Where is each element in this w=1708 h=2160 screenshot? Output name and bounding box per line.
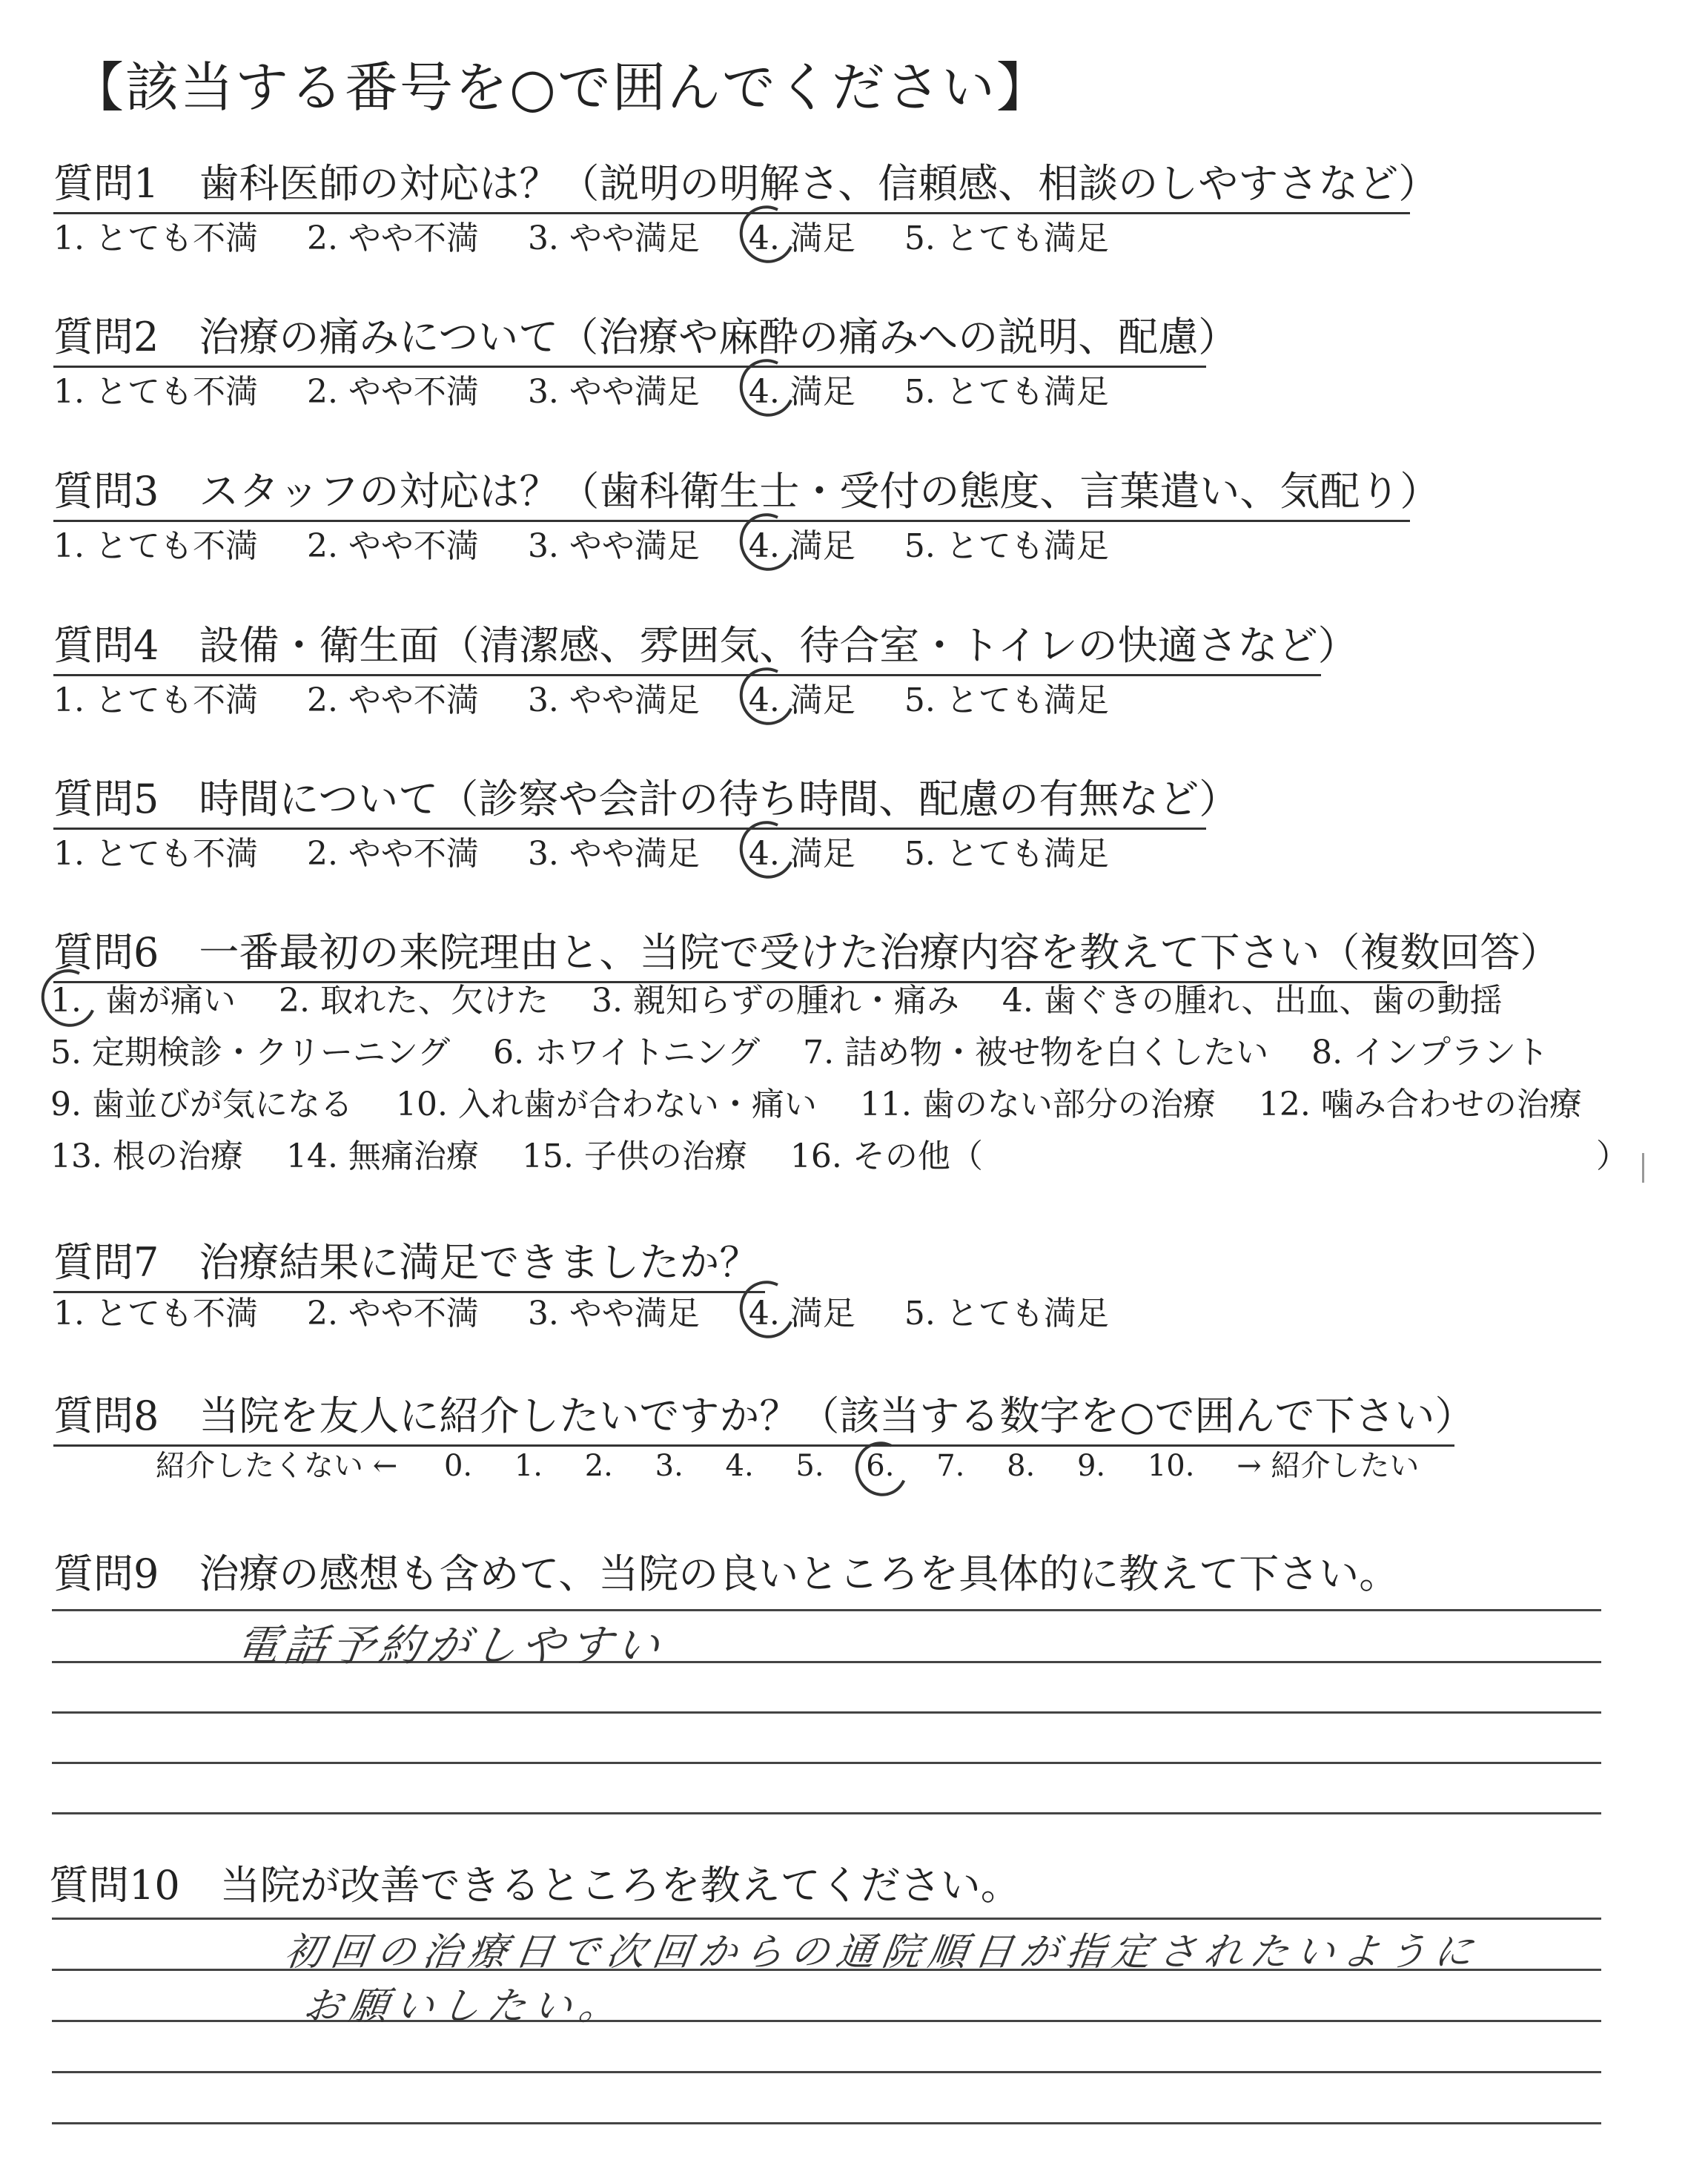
option-2[interactable]: 2. やや不満 bbox=[306, 835, 479, 873]
answer-line bbox=[52, 2020, 1601, 2022]
q6-option-15[interactable]: 15. 子供の治療 bbox=[521, 1137, 747, 1175]
answer-line bbox=[52, 1762, 1601, 1764]
q6-option-1-label: 歯が痛い bbox=[105, 982, 236, 1020]
question-3-title: 質問3 スタッフの対応は？（歯科衛生士・受付の態度、言葉遣い、気配り） bbox=[53, 460, 1410, 522]
scale-left-label: 紹介したくない ← bbox=[156, 1449, 398, 1483]
question-1-title: 質問1 歯科医師の対応は？（説明の明解さ、信頼感、相談のしやすさなど） bbox=[53, 152, 1410, 214]
option-5[interactable]: 5. とても満足 bbox=[904, 527, 1109, 565]
scale-1[interactable]: 1. bbox=[514, 1449, 543, 1483]
question-5-options bbox=[53, 827, 1148, 874]
scale-3[interactable]: 3. bbox=[655, 1449, 683, 1483]
q10-handwritten-answer-line-2[interactable]: お願いしたい。 bbox=[300, 1984, 629, 2029]
question-4-options bbox=[53, 673, 1148, 721]
scale-0[interactable]: 0. bbox=[443, 1449, 473, 1483]
question-7-options bbox=[53, 1287, 1148, 1334]
option-4-selected[interactable]: 4. 満足 bbox=[748, 219, 855, 257]
option-5[interactable]: 5. とても満足 bbox=[904, 1295, 1109, 1332]
option-1[interactable]: 1. とても不満 bbox=[53, 681, 258, 719]
question-4-title: 質問4 設備・衛生面（清潔感、雰囲気、待合室・トイレの快適さなど） bbox=[53, 614, 1321, 676]
option-4-selected[interactable]: 4. 満足 bbox=[748, 681, 855, 719]
scale-8[interactable]: 8. bbox=[1007, 1449, 1036, 1483]
q9-handwritten-answer[interactable]: 電話予約がしやすい bbox=[233, 1620, 668, 1671]
answer-line bbox=[52, 2122, 1601, 2124]
q6-option-5[interactable]: 5. 定期検診・クリーニング bbox=[50, 1034, 451, 1071]
scale-7[interactable]: 7. bbox=[936, 1449, 965, 1483]
option-2[interactable]: 2. やや不満 bbox=[306, 219, 479, 257]
question-3-options bbox=[53, 519, 1148, 567]
question-2-options bbox=[53, 365, 1148, 412]
q6-row-1 bbox=[50, 975, 1615, 1027]
option-5[interactable]: 5. とても満足 bbox=[904, 835, 1109, 873]
scale-4[interactable]: 4. bbox=[725, 1449, 754, 1483]
q6-row-2 bbox=[50, 1027, 1615, 1079]
option-4-selected[interactable]: 4. 満足 bbox=[748, 1295, 855, 1332]
question-2-title: 質問2 治療の痛みについて（治療や麻酔の痛みへの説明、配慮） bbox=[53, 305, 1206, 368]
option-3[interactable]: 3. やや満足 bbox=[527, 219, 700, 257]
answer-line bbox=[52, 1812, 1601, 1814]
option-5[interactable]: 5. とても満足 bbox=[904, 373, 1109, 411]
question-8-title: 質問8 当院を友人に紹介したいですか？（該当する数字を○で囲んで下さい） bbox=[53, 1384, 1454, 1447]
q6-option-14[interactable]: 14. 無痛治療 bbox=[285, 1137, 479, 1175]
question-10-title: 質問10 当院が改善できるところを教えてください。 bbox=[49, 1862, 1021, 1909]
option-4-selected[interactable]: 4. 満足 bbox=[748, 373, 855, 411]
question-7-title: 質問7 治療結果に満足できましたか？ bbox=[53, 1231, 765, 1293]
scale-2[interactable]: 2. bbox=[584, 1449, 613, 1483]
option-3[interactable]: 3. やや満足 bbox=[527, 681, 700, 719]
q10-handwritten-answer-line-1[interactable]: 初回の治療日で次回からの通院順日が指定されたいように bbox=[282, 1930, 1483, 1975]
option-4-selected[interactable]: 4. 満足 bbox=[748, 835, 855, 873]
question-9-title: 質問9 治療の感想も含めて、当院の良いところを具体的に教えて下さい。 bbox=[53, 1550, 1400, 1597]
page-title: 【該当する番号を○で囲んでください】 bbox=[70, 56, 1051, 119]
option-1[interactable]: 1. とても不満 bbox=[53, 527, 258, 565]
question-8-scale bbox=[156, 1442, 1452, 1484]
q6-option-9[interactable]: 9. 歯並びが気になる bbox=[50, 1086, 353, 1123]
q6-option-10[interactable]: 10. 入れ歯が合わない・痛い bbox=[395, 1086, 817, 1123]
question-6-title: 質問6 一番最初の来院理由と、当院で受けた治療内容を教えて下さい（複数回答） bbox=[53, 921, 1447, 983]
q6-option-4[interactable]: 4. 歯ぐきの腫れ、出血、歯の動揺 bbox=[1002, 982, 1503, 1020]
q6-option-12[interactable]: 12. 噛み合わせの治療 bbox=[1258, 1086, 1582, 1123]
option-3[interactable]: 3. やや満足 bbox=[527, 1295, 700, 1332]
answer-line bbox=[52, 2071, 1601, 2073]
option-1[interactable]: 1. とても不満 bbox=[53, 835, 258, 873]
question-6-options bbox=[50, 975, 1629, 1183]
option-2[interactable]: 2. やや不満 bbox=[306, 681, 479, 719]
scale-5[interactable]: 5. bbox=[795, 1449, 824, 1483]
q6-option-3[interactable]: 3. 親知らずの腫れ・痛み bbox=[591, 982, 959, 1020]
question-5-title: 質問5 時間について（診察や会計の待ち時間、配慮の有無など） bbox=[53, 767, 1206, 830]
option-5[interactable]: 5. とても満足 bbox=[904, 681, 1109, 719]
option-3[interactable]: 3. やや満足 bbox=[527, 835, 700, 873]
option-2[interactable]: 2. やや不満 bbox=[306, 1295, 479, 1332]
q6-row-3 bbox=[50, 1079, 1615, 1131]
margin-tick bbox=[1642, 1153, 1644, 1183]
q6-row-4 bbox=[50, 1131, 1629, 1183]
q6-option-6[interactable]: 6. ホワイトニング bbox=[493, 1034, 761, 1071]
option-1[interactable]: 1. とても不満 bbox=[53, 1295, 258, 1332]
q6-option-11[interactable]: 11. 歯のない部分の治療 bbox=[859, 1086, 1216, 1123]
answer-line bbox=[52, 1711, 1601, 1714]
option-3[interactable]: 3. やや満足 bbox=[527, 527, 700, 565]
scale-right-label: → 紹介したい bbox=[1237, 1449, 1420, 1483]
scale-6-selected[interactable]: 6. bbox=[866, 1449, 895, 1483]
q6-option-8[interactable]: 8. インプラント bbox=[1311, 1034, 1549, 1071]
question-1-options bbox=[53, 211, 1148, 259]
q6-option-16[interactable]: 16. その他（ bbox=[790, 1137, 983, 1175]
option-5[interactable]: 5. とても満足 bbox=[904, 219, 1109, 257]
q6-option-7[interactable]: 7. 詰め物・被せ物を白くしたい bbox=[803, 1034, 1269, 1071]
q6-other-close-paren: ） bbox=[1596, 1137, 1629, 1175]
option-4-selected[interactable]: 4. 満足 bbox=[748, 527, 855, 565]
option-1[interactable]: 1. とても不満 bbox=[53, 219, 258, 257]
option-2[interactable]: 2. やや不満 bbox=[306, 527, 479, 565]
option-3[interactable]: 3. やや満足 bbox=[527, 373, 700, 411]
option-1[interactable]: 1. とても不満 bbox=[53, 373, 258, 411]
q6-option-2[interactable]: 2. 取れた、欠けた bbox=[278, 982, 549, 1020]
q6-option-13[interactable]: 13. 根の治療 bbox=[50, 1137, 243, 1175]
scale-9[interactable]: 9. bbox=[1076, 1449, 1106, 1483]
q6-option-1-selected[interactable]: 1. bbox=[50, 975, 82, 1027]
scale-10[interactable]: 10. bbox=[1147, 1449, 1195, 1483]
option-2[interactable]: 2. やや不満 bbox=[306, 373, 479, 411]
answer-line bbox=[52, 1918, 1601, 1920]
